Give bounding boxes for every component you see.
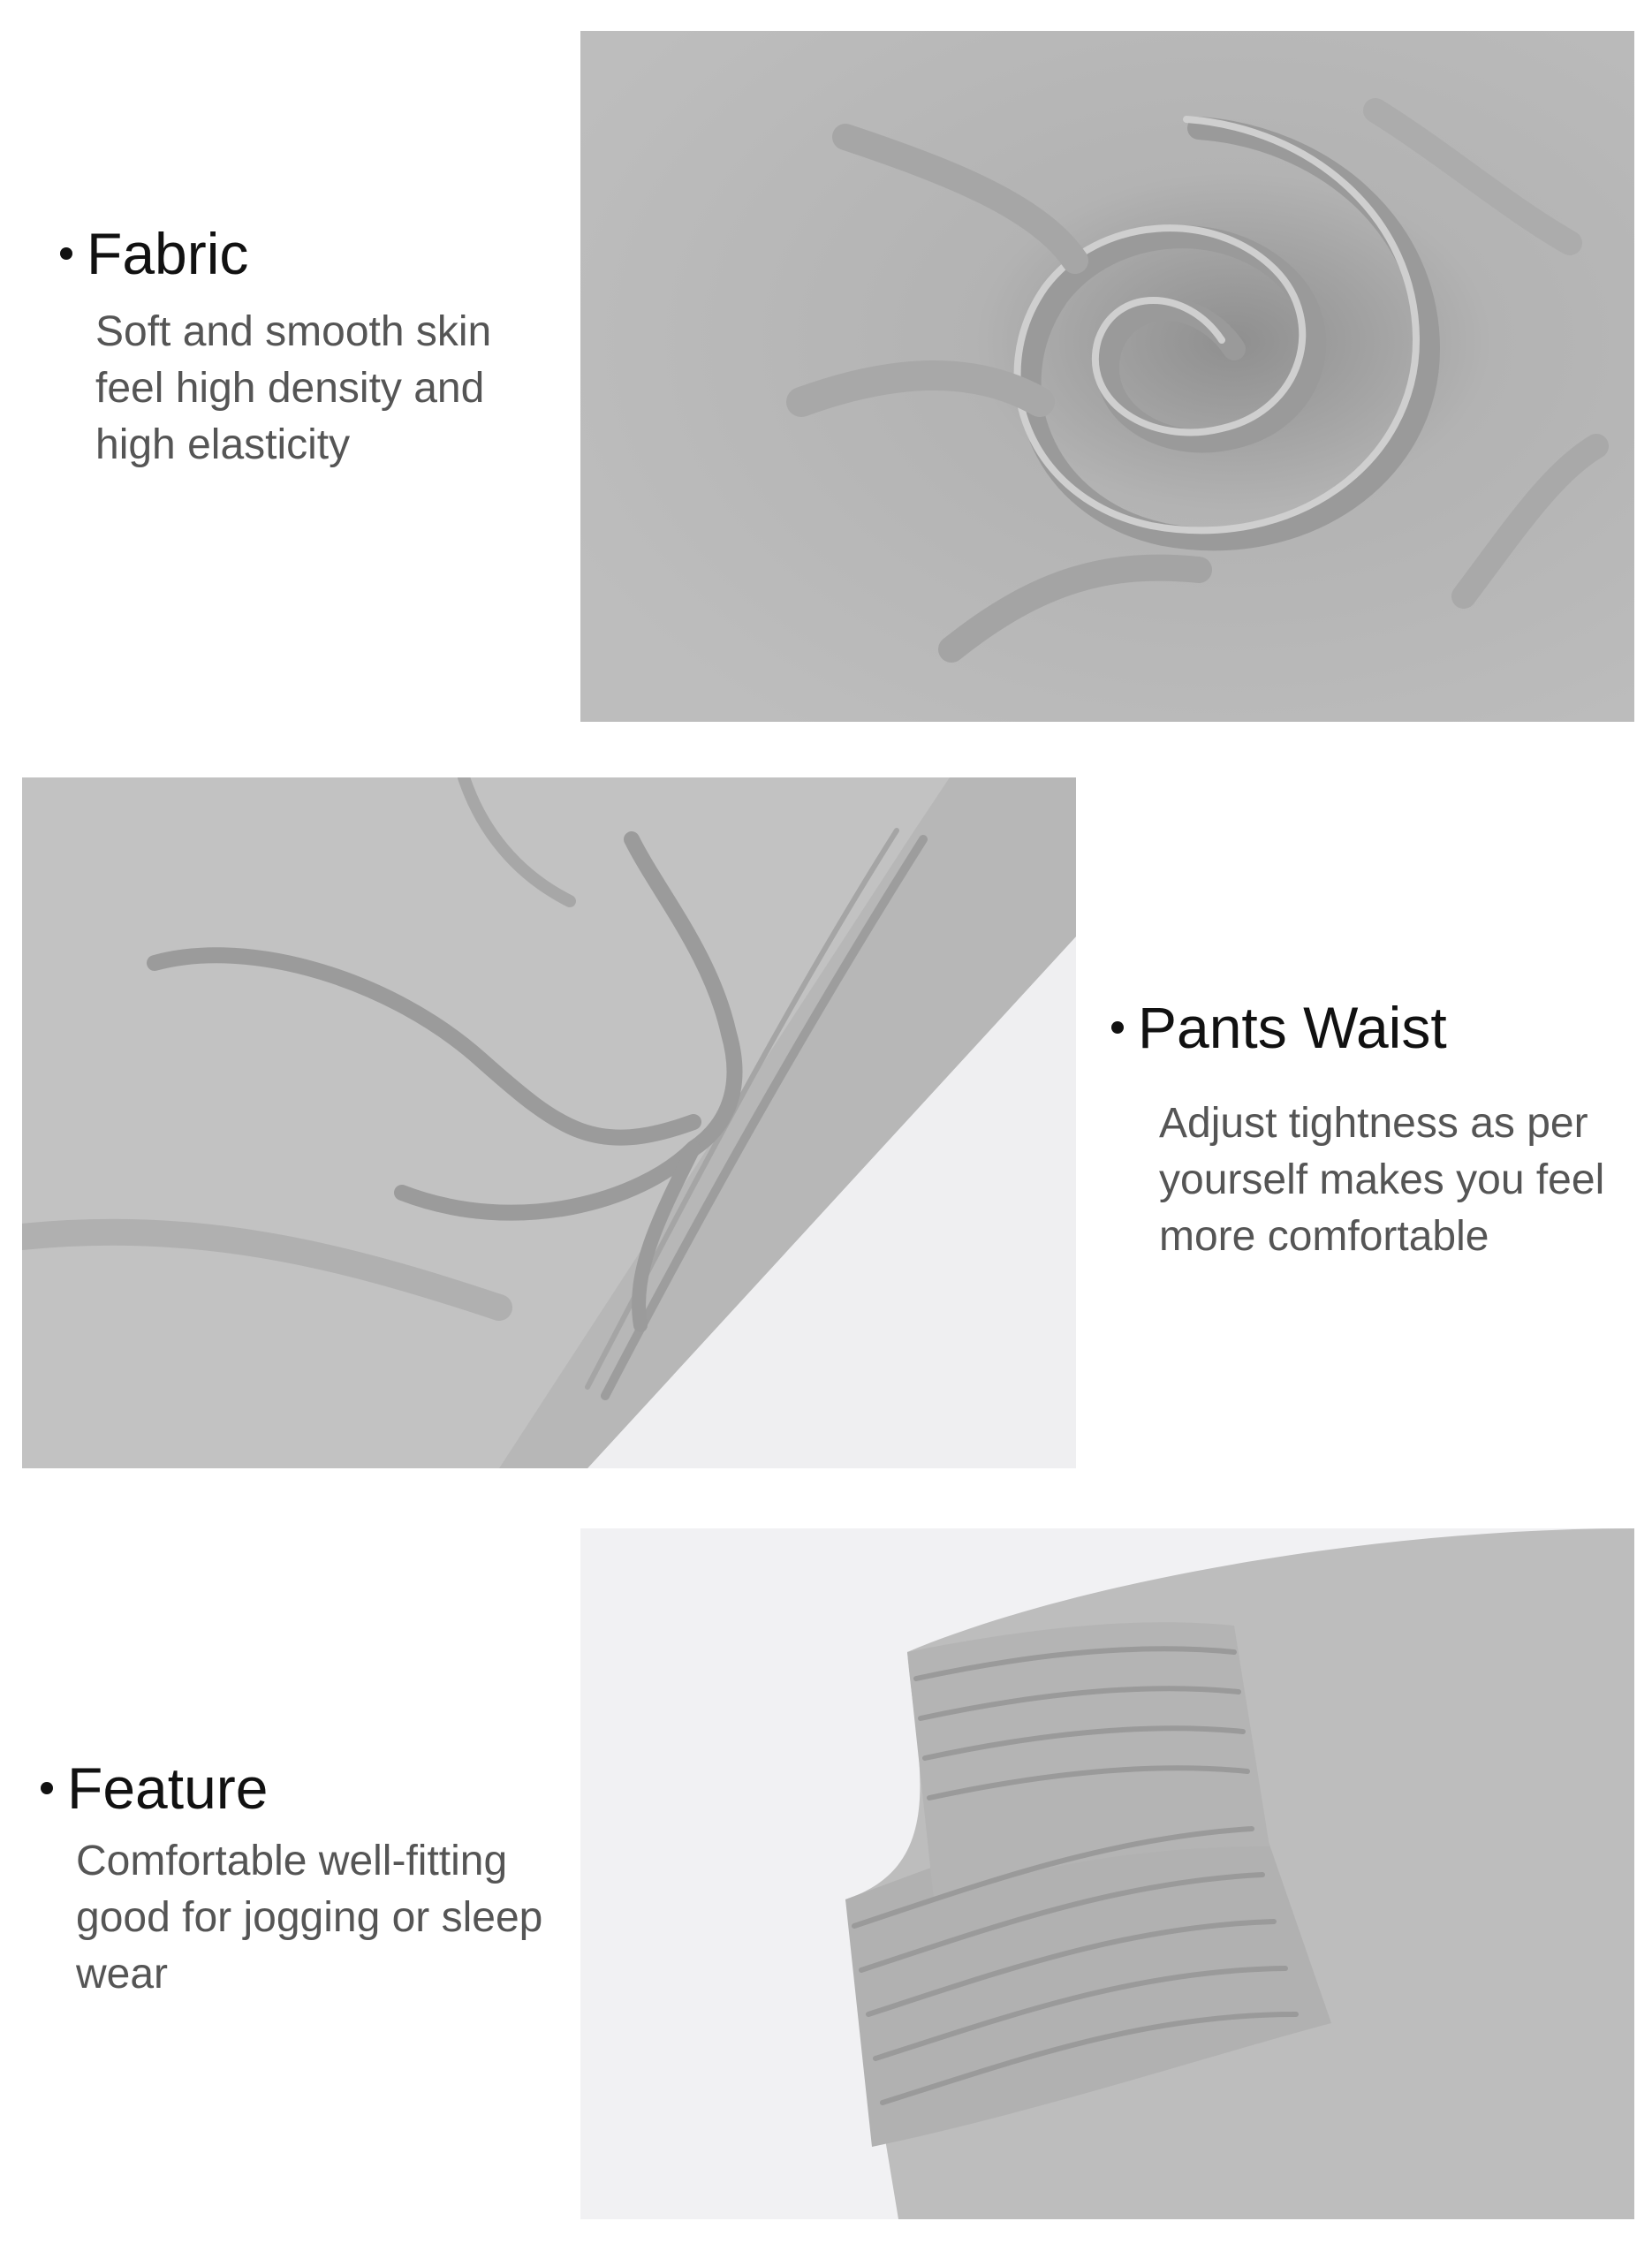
- feature-heading-text: Feature: [67, 1755, 269, 1821]
- pants-waist-description: Adjust tightness as per yourself makes you feel more comfortable: [1159, 1100, 1605, 1260]
- fabric-swirl-image: [580, 31, 1634, 722]
- pants-waist-heading: [1111, 993, 1641, 1062]
- fabric-description: Soft and smooth skin feel high density and high elasticity: [95, 308, 492, 468]
- fabric-section: [60, 219, 555, 474]
- bullet-icon: [41, 1782, 53, 1794]
- pants-waist-heading-text: Pants Waist: [1138, 995, 1447, 1060]
- feature-heading: [41, 1754, 580, 1823]
- feature-description: Comfortable well-fitting good for jogging or sleep wear: [76, 1838, 543, 1998]
- fabric-heading-text: Fabric: [87, 221, 249, 286]
- feature-section: [41, 1754, 580, 2003]
- drawstring-waist-image: [22, 777, 1076, 1468]
- elastic-cuff-image: [580, 1528, 1634, 2219]
- bullet-icon: [60, 247, 72, 260]
- pants-waist-section: [1111, 993, 1641, 1265]
- bullet-icon: [1111, 1021, 1124, 1034]
- fabric-heading: [60, 219, 555, 288]
